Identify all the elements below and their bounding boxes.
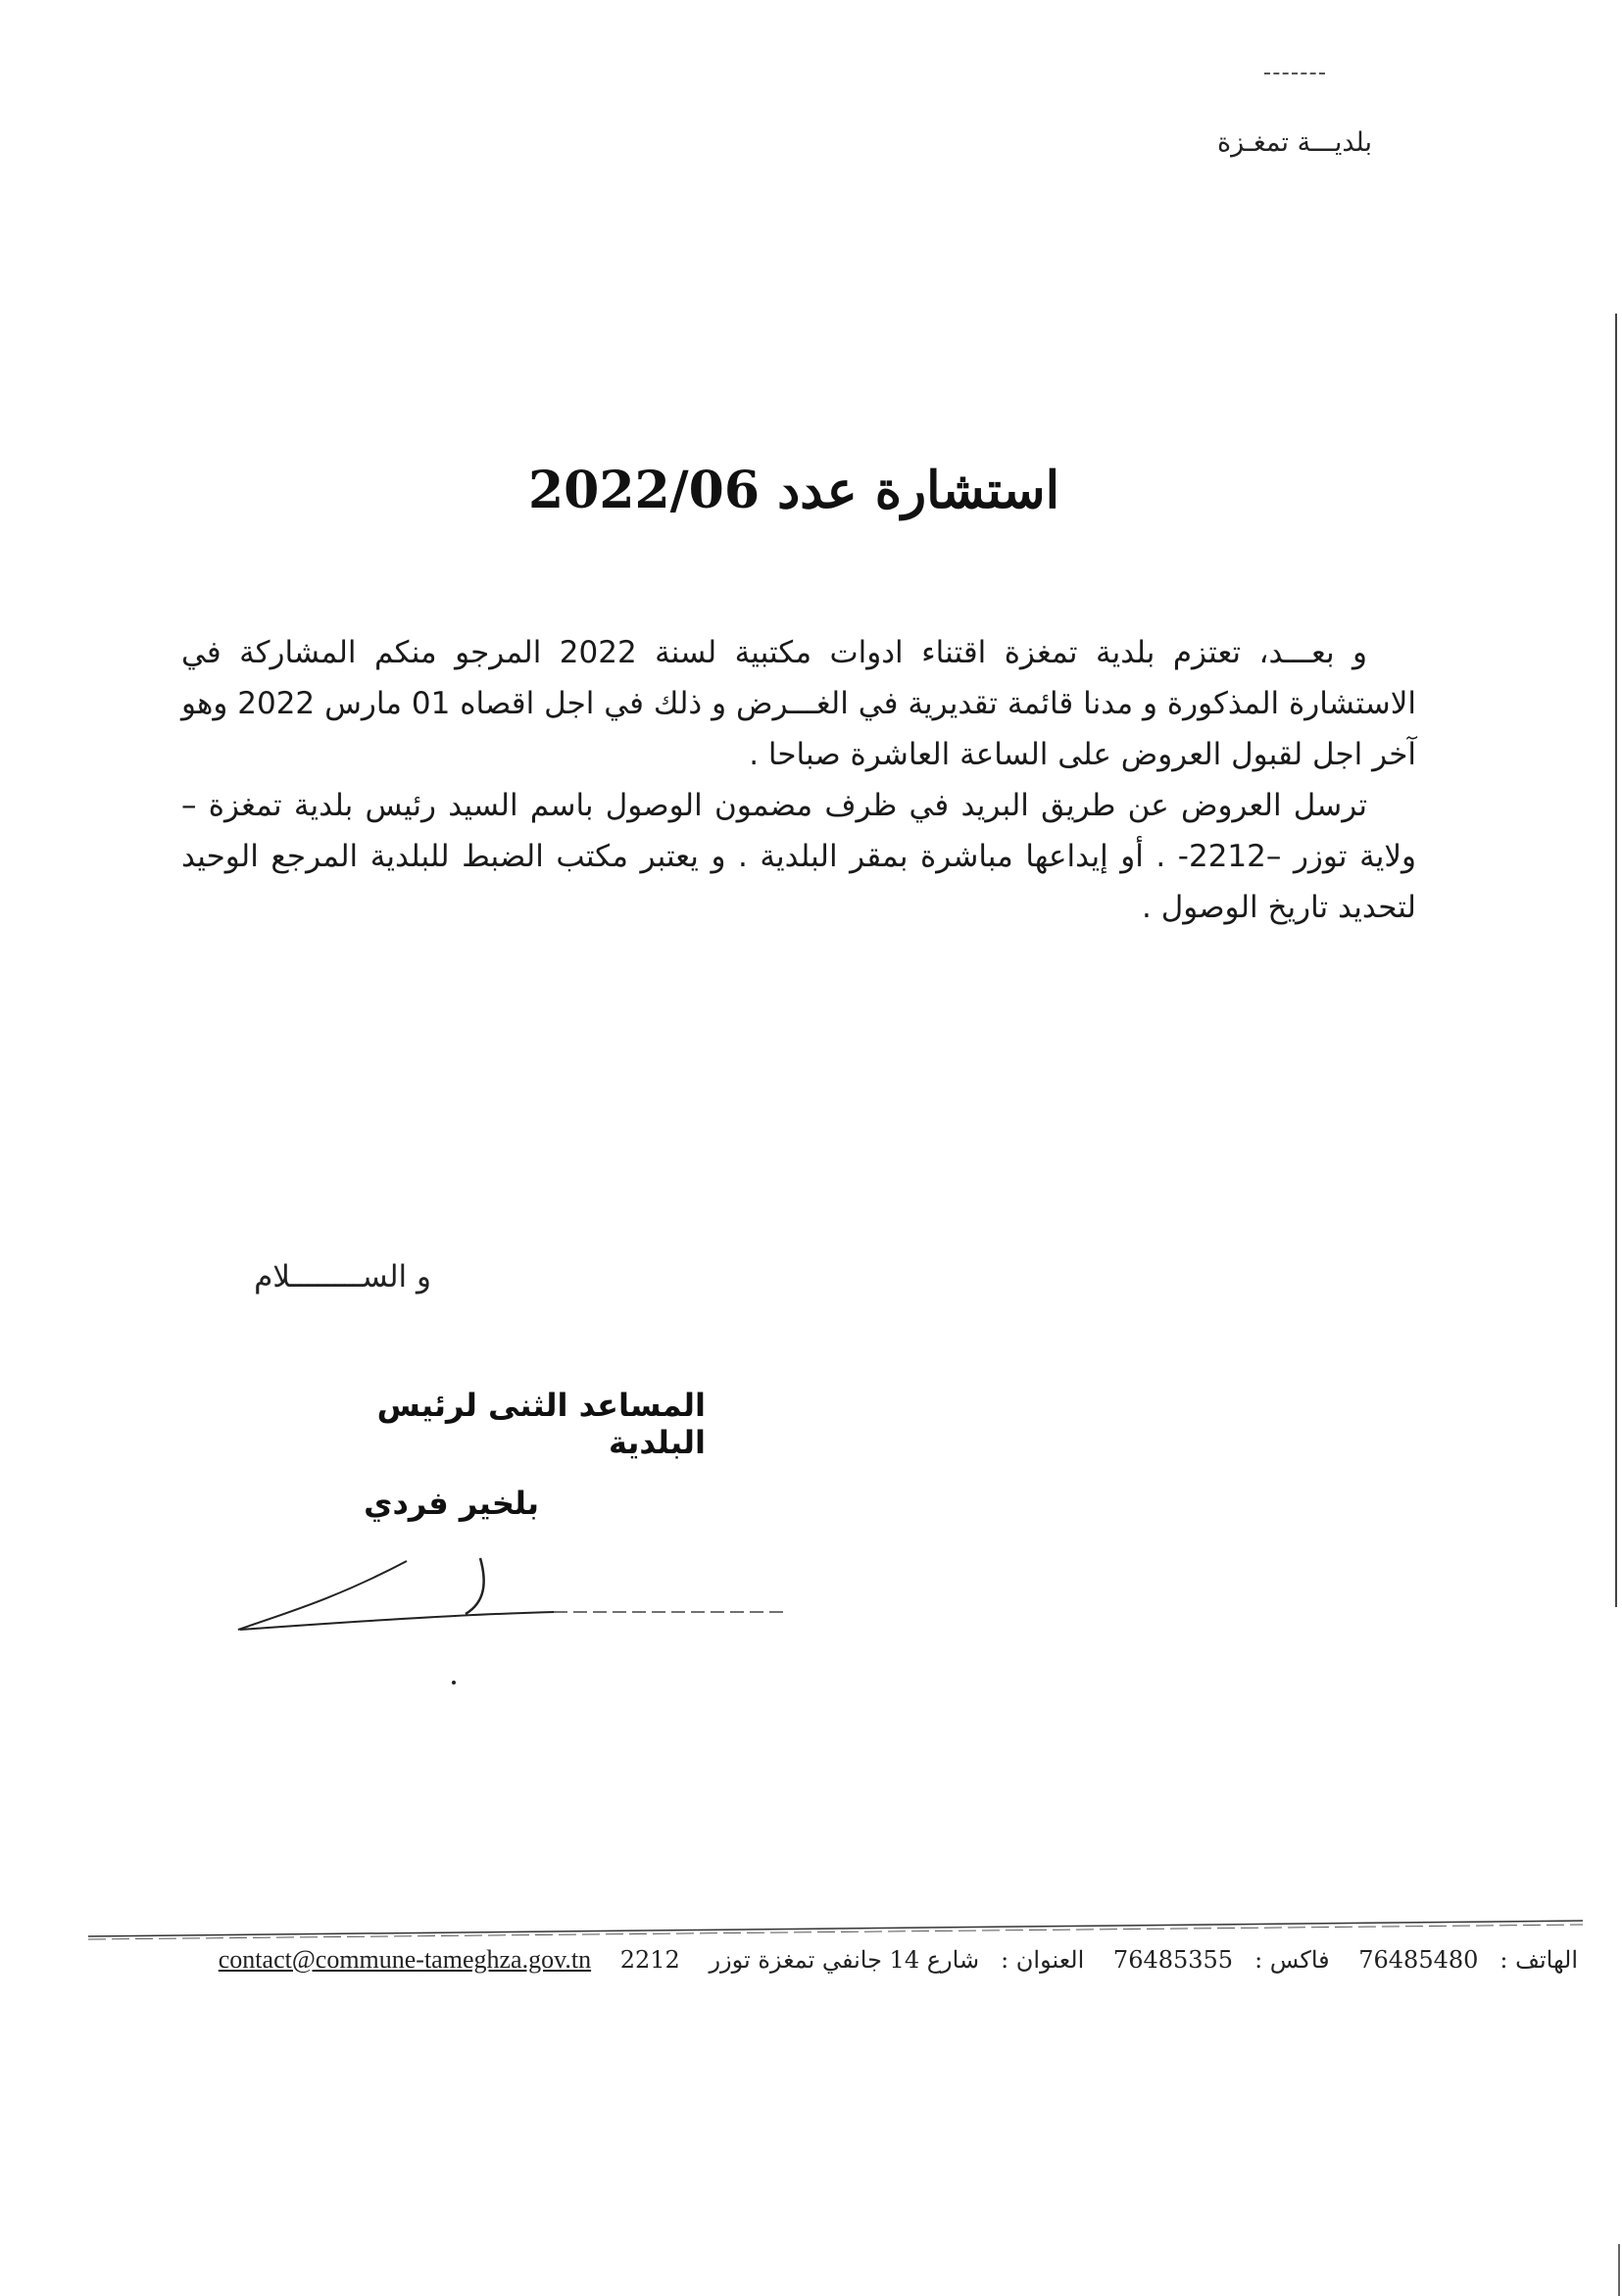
scan-edge-line-bottom — [1618, 2244, 1620, 2296]
phone-number: 76485480 — [1358, 1946, 1479, 1974]
address: شارع 14 جانفي تمغزة توزر — [709, 1946, 980, 1974]
fax-number: 76485355 — [1112, 1946, 1234, 1974]
postal-code: 2212 — [619, 1946, 680, 1974]
address-label: العنوان : — [1001, 1946, 1085, 1974]
closing-salutation: و الســــــــلام — [254, 1259, 431, 1295]
footer-contact-info — [157, 1945, 1578, 1975]
document-title: استشارة عدد 2022/06 — [527, 461, 1060, 520]
email-link[interactable]: contact@commune-tameghza.gov.tn — [218, 1945, 592, 1974]
signatory-name: بلخير فردي — [364, 1485, 539, 1522]
fax-label: فاكس : — [1254, 1946, 1330, 1974]
letter-body — [181, 627, 1416, 933]
scan-edge-line — [1615, 314, 1617, 1607]
handwritten-signature — [230, 1543, 799, 1690]
phone-label: الهاتف : — [1499, 1946, 1578, 1974]
scan-mark — [1264, 73, 1325, 76]
signatory-title: المساعد الثنى لرئيس البلدية — [376, 1387, 706, 1461]
body-paragraph-1: و بعـــد، تعتزم بلدية تمغزة اقتناء ادوات مكتبية لسنة 2022 المرجو منكم المشاركة في الاستشارة المذكورة و مدنا قائمة تقديرية في الغـــرض و ذلك في اجل اقصاه 01 مارس 2022 وهو آخر اجل لقبول العروض على الساعة العاشرة صباحا . — [181, 635, 1416, 772]
body-paragraph-2: ترسل العروض عن طريق البريد في ظرف مضمون الوصول باسم السيد رئيس بلدية تمغزة – ولاية توزر –2212- . أو إيداعها مباشرة بمقر البلدية . و يعتبر مكتب الضبط للبلدية المرجع الوحيد لتحديد تاريخ الوصول . — [181, 788, 1416, 925]
organization-header: بلديـــة تمغـزة — [1216, 127, 1372, 158]
